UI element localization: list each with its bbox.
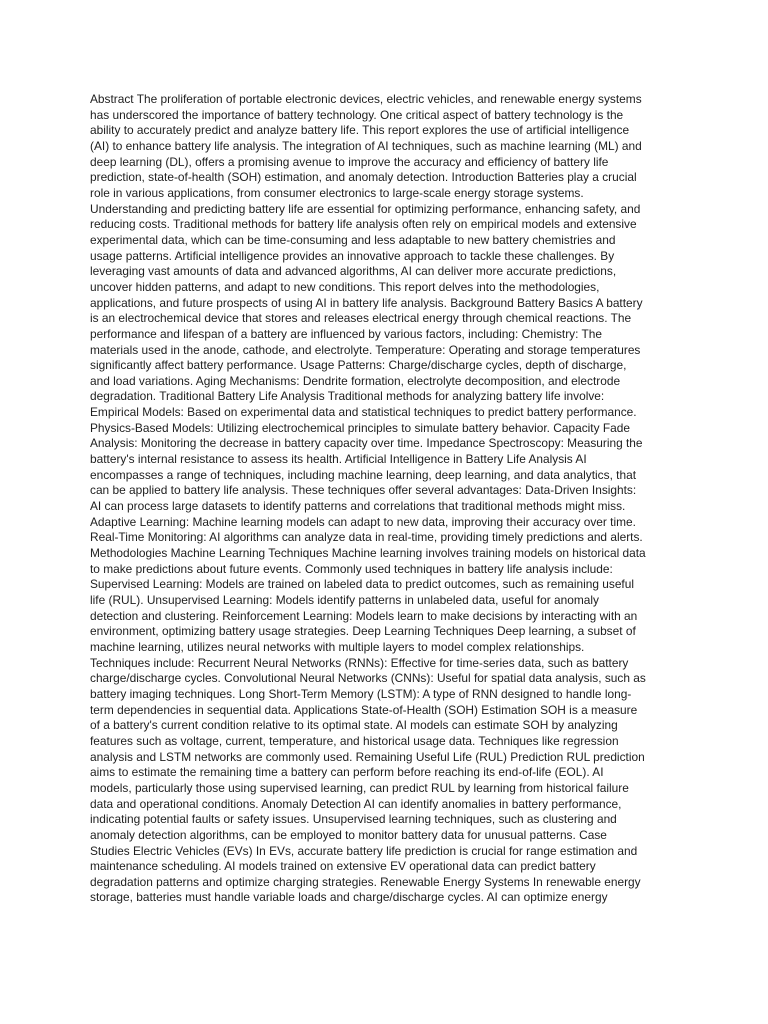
text-line: materials used in the anode, cathode, and electrolyte. Temperature: Operating and storage temperatures: [90, 342, 641, 357]
text-line: charge/discharge cycles. Convolutional Neural Networks (CNNs): Useful for spatial data analysis, such as: [90, 671, 646, 686]
text-line: term dependencies in sequential data. Applications State-of-Health (SOH) Estimation SOH is a measure: [90, 702, 638, 717]
text-line: ability to accurately predict and analyze battery life. This report explores the use of artificial intelligence: [90, 123, 630, 138]
text-line: maintenance scheduling. AI models trained on extensive EV operational data can predict battery: [90, 859, 596, 874]
text-line: and load variations. Aging Mechanisms: Dendrite formation, electrolyte decomposition, and electrode: [90, 373, 621, 388]
body-text: [90, 92, 690, 906]
text-line: encompasses a range of techniques, including machine learning, deep learning, and data analytics, that: [90, 467, 637, 482]
text-line: Adaptive Learning: Machine learning models can adapt to new data, improving their accuracy over time.: [90, 514, 636, 529]
text-line: Techniques include: Recurrent Neural Networks (RNNs): Effective for time-series data, such as battery: [90, 655, 629, 670]
text-line: Studies Electric Vehicles (EVs) In EVs, accurate battery life prediction is crucial for range estimation and: [90, 843, 638, 858]
text-line: to make predictions about future events. Commonly used techniques in battery life analysis include:: [90, 561, 613, 576]
text-line: Real-Time Monitoring: AI algorithms can analyze data in real-time, providing timely predictions and alerts.: [90, 530, 643, 545]
text-line: machine learning, utilizes neural networks with multiple layers to model complex relationships.: [90, 639, 585, 654]
text-line: reducing costs. Traditional methods for battery life analysis often rely on empirical models and extensive: [90, 217, 637, 232]
text-line: role in various applications, from consumer electronics to large-scale energy storage systems.: [90, 185, 584, 200]
text-line: analysis and LSTM networks are commonly used. Remaining Useful Life (RUL) Prediction RUL prediction: [90, 749, 645, 764]
text-line: storage, batteries must handle variable loads and charge/discharge cycles. AI can optimize energy: [90, 890, 608, 905]
text-line: Abstract The proliferation of portable electronic devices, electric vehicles, and renewable energy systems: [90, 92, 642, 106]
text-line: Methodologies Machine Learning Techniques Machine learning involves training models on historical data: [90, 546, 646, 561]
text-line: data and operational conditions. Anomaly Detection AI can identify anomalies in battery performance,: [90, 796, 622, 811]
text-line: (AI) to enhance battery life analysis. The integration of AI techniques, such as machine learning (ML) and: [90, 138, 642, 153]
text-line: features such as voltage, current, temperature, and historical usage data. Techniques like regression: [90, 733, 619, 748]
text-line: leveraging vast amounts of data and advanced algorithms, AI can deliver more accurate predictions,: [90, 264, 617, 279]
text-line: life (RUL). Unsupervised Learning: Models identify patterns in unlabeled data, useful for anomaly: [90, 593, 599, 607]
text-line: has underscored the importance of battery technology. One critical aspect of battery technology is the: [90, 107, 624, 122]
text-line: Understanding and predicting battery life are essential for optimizing performance, enhancing safety, and: [90, 201, 641, 216]
text-line: applications, and future prospects of using AI in battery life analysis. Background Battery Basics A battery: [90, 295, 643, 310]
text-line: degradation patterns and optimize charging strategies. Renewable Energy Systems In renewable energy: [90, 874, 641, 889]
text-line: uncover hidden patterns, and adapt to new conditions. This report delves into the methodologies,: [90, 279, 600, 294]
text-line: degradation. Traditional Battery Life Analysis Traditional methods for analyzing battery life involve:: [90, 389, 605, 404]
text-line: Analysis: Monitoring the decrease in battery capacity over time. Impedance Spectroscopy: Measuring the: [90, 436, 643, 451]
text-line: battery imaging techniques. Long Short-Term Memory (LSTM): A type of RNN designed to handle long-: [90, 686, 632, 701]
text-line: usage patterns. Artificial intelligence provides an innovative approach to tackle these challenges. By: [90, 248, 615, 263]
text-line: anomaly detection algorithms, can be employed to monitor battery data for unusual patterns. Case: [90, 827, 607, 842]
text-line: significantly affect battery performance. Usage Patterns: Charge/discharge cycles, depth of discharge,: [90, 358, 627, 373]
text-line: detection and clustering. Reinforcement Learning: Models learn to make decisions by interacting with an: [90, 608, 638, 623]
text-line: Supervised Learning: Models are trained on labeled data to predict outcomes, such as remaining useful: [90, 577, 634, 592]
text-line: is an electrochemical device that stores and releases electrical energy through chemical reactions. The: [90, 311, 632, 326]
text-line: prediction, state-of-health (SOH) estimation, and anomaly detection. Introduction Batteries play a crucial: [90, 170, 637, 185]
text-line: indicating potential faults or safety issues. Unsupervised learning techniques, such as clustering and: [90, 812, 617, 827]
text-line: can be applied to battery life analysis. These techniques offer several advantages: Data-Driven Insights:: [90, 483, 637, 498]
text-line: of a battery's current condition relative to its optimal state. AI models can estimate SOH by analyzing: [90, 718, 618, 733]
text-line: environment, optimizing battery usage strategies. Deep Learning Techniques Deep learning, a subset of: [90, 624, 636, 639]
text-line: deep learning (DL), offers a promising avenue to improve the accuracy and efficiency of battery life: [90, 154, 609, 169]
text-line: performance and lifespan of a battery are influenced by various factors, including: Chemistry: The: [90, 326, 603, 341]
text-line: experimental data, which can be time-consuming and less adaptable to new battery chemistries and: [90, 232, 616, 247]
text-line: Empirical Models: Based on experimental data and statistical techniques to predict battery performance.: [90, 405, 637, 420]
text-line: models, particularly those using supervised learning, can predict RUL by learning from historical failure: [90, 780, 629, 795]
text-line: battery's internal resistance to assess its health. Artificial Intelligence in Battery Life Analysis AI: [90, 452, 587, 467]
text-line: aims to estimate the remaining time a battery can perform before reaching its end-of-life (EOL). AI: [90, 765, 604, 780]
text-line: Physics-Based Models: Utilizing electrochemical principles to simulate battery behavior. Capacity Fade: [90, 420, 630, 435]
text-line: AI can process large datasets to identify patterns and correlations that traditional methods might miss.: [90, 499, 626, 514]
